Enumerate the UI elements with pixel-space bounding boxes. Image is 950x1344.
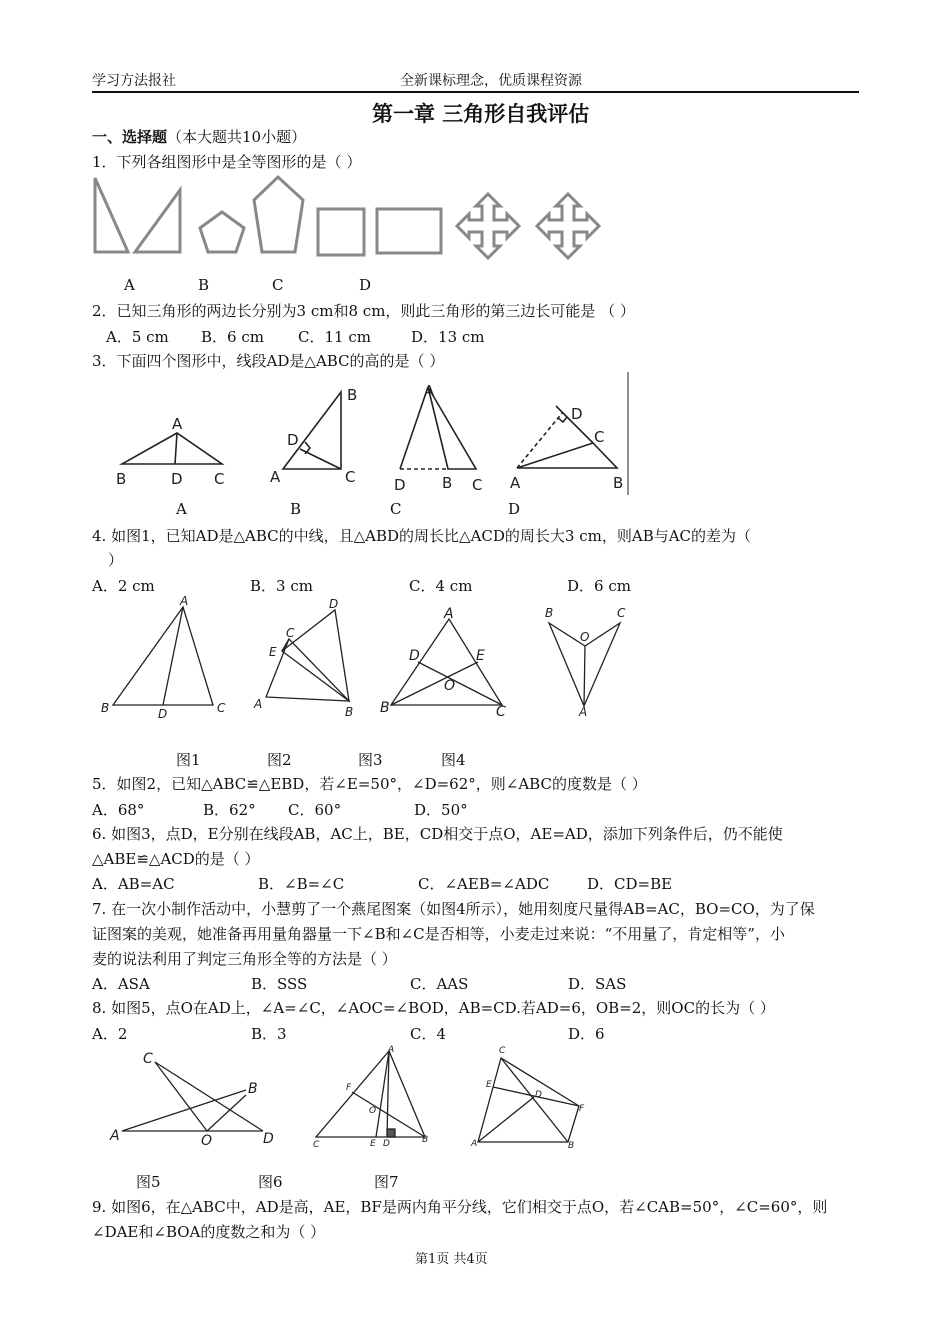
fig7-label-a: A (471, 1139, 478, 1149)
q4-option-c: C．4 cm (409, 577, 473, 595)
fig7-label-c: C (499, 1046, 506, 1056)
q3c-label-c: C (472, 476, 483, 494)
fig6-label-o: O (369, 1106, 377, 1116)
fig7-label-f: F (579, 1104, 585, 1114)
fig5-segment-ab (122, 1090, 246, 1131)
fig3-label-o: O (444, 678, 456, 694)
q6-option-d: D．CD=BE (587, 875, 673, 893)
fig1-label-a: A (180, 594, 189, 608)
q3-stem: 3．下面四个图形中，线段AD是△ABC的高的是（ ） (92, 352, 445, 370)
fig4-label-c: C (617, 606, 626, 620)
fig2-label-d: D (329, 597, 339, 611)
q3d-label-d: D (571, 405, 583, 423)
fig6-label-d: D (383, 1139, 390, 1149)
q8-option-c: C．4 (410, 1025, 447, 1043)
fig2-label-a: A (254, 697, 263, 711)
fig6-label-f: F (346, 1083, 352, 1093)
fig4-label-b: B (545, 606, 554, 620)
q1-label-c: C (272, 276, 284, 294)
fig3-label-d: D (409, 648, 420, 664)
q1-stem: 1．下列各组图形中是全等图形的是（ ） (92, 153, 362, 171)
q7-option-d: D．SAS (568, 975, 627, 993)
fig5-label-o: O (201, 1133, 213, 1149)
q3-label-b: B (290, 500, 302, 518)
fig3-label-b: B (380, 700, 390, 716)
fig5-label-d: D (263, 1131, 274, 1147)
header-left: 学习方法报社 (92, 73, 176, 89)
fig7-label-b: B (568, 1141, 575, 1151)
q4-option-a: A．2 cm (92, 577, 155, 595)
fig7-diagonal-ca (501, 1058, 568, 1142)
fig2-label-c: C (286, 626, 295, 640)
q3-label-d: D (508, 500, 521, 518)
fig5-segment-cd (155, 1062, 263, 1131)
q3d-label-c: C (594, 428, 605, 446)
q7-stem-line1: 7. 在一次小制作活动中，小慧剪了一个燕尾图案（如图4所示），她用刻度尺量得AB=AC，BO=CO，为了保 (92, 900, 815, 918)
q5-option-a: A．68° (92, 801, 145, 819)
fig5-label-b: B (248, 1081, 258, 1097)
q3d-label-b: B (613, 474, 624, 492)
fig7-label-d: D (535, 1090, 542, 1100)
fig6-label-e: E (370, 1139, 376, 1149)
fig3-label-e: E (476, 648, 485, 664)
section-title: 一、选择题 (92, 128, 168, 146)
q7-option-c: C．AAS (410, 975, 469, 993)
q3a-label-c: C (214, 470, 225, 488)
q1-label-a: A (124, 276, 135, 294)
fig3-label-c: C (496, 704, 506, 720)
q5-option-b: B．62° (203, 801, 256, 819)
section-note: （本大题共10小题） (167, 128, 307, 146)
q3a-label-a: A (172, 415, 183, 433)
fig6-triangle (316, 1051, 425, 1137)
q3a-label-b: B (116, 470, 127, 488)
q3-label-a: A (176, 500, 187, 518)
q6-option-b: B．∠B=∠C (258, 875, 345, 893)
q3a-label-d: D (171, 470, 183, 488)
q3c-label-a: A (424, 382, 435, 400)
fig7-caption: 图7 (374, 1173, 399, 1191)
page-footer: 第1页 共4页 (415, 1252, 488, 1267)
q4-option-b: B．3 cm (250, 577, 313, 595)
q5-stem: 5．如图2，已知△ABC≌△EBD，若∠E=50°，∠D=62°，则∠ABC的度数是（ ） (92, 775, 647, 793)
q2-option-c: C．11 cm (298, 328, 371, 346)
q8-option-b: B．3 (251, 1025, 287, 1043)
q2-stem: 2．已知三角形的两边长分别为3 cm和8 cm，则此三角形的第三边长可能是 （ ） (92, 302, 635, 320)
q6-option-a: A．AB=AC (92, 875, 175, 893)
q1-label-b: B (198, 276, 210, 294)
fig1-label-d: D (158, 707, 168, 721)
q6-stem-line2: △ABE≌△ACD的是（ ） (92, 850, 260, 868)
fig1-label-c: C (217, 701, 226, 715)
q5-option-d: D．50° (414, 801, 468, 819)
q5-option-c: C．60° (288, 801, 342, 819)
q9-stem-line1: 9. 如图6，在△ABC中，AD是高，AE，BF是两内角平分线，它们相交于点O，若∠CAB=50°，∠C=60°，则 (92, 1198, 828, 1216)
q3c-label-d: D (394, 476, 406, 494)
fig6-label-a: A (388, 1045, 395, 1055)
q6-stem-line1: 6. 如图3，点D，E分别在线段AB，AC上，BE，CD相交于点O，AE=AD，添加下列条件后，仍不能使 (92, 825, 783, 843)
q3c-label-b: B (442, 474, 453, 492)
q7-option-b: B．SSS (251, 975, 308, 993)
q7-stem-line2: 证图案的美观，她准备再用量角器量一下∠B和∠C是否相等，小麦走过来说：“不用量了，肯定相等”，小 (92, 925, 785, 943)
fig1-caption: 图1 (176, 751, 201, 769)
fig3-caption: 图3 (358, 751, 383, 769)
q2-option-d: D．13 cm (411, 328, 485, 346)
q7-stem-line3: 麦的说法利用了判定三角形全等的方法是（ ） (92, 950, 397, 968)
q3-label-c: C (390, 500, 402, 518)
fig7-label-e: E (486, 1080, 492, 1090)
header-center: 全新课标理念，优质课程资源 (400, 73, 582, 89)
q3b-label-c: C (345, 468, 356, 486)
fig5-caption: 图5 (136, 1173, 161, 1191)
q8-stem: 8. 如图5，点O在AD上，∠A=∠C，∠AOC=∠BOD，AB=CD.若AD=6，OB=2，则OC的长为（ ） (92, 999, 775, 1017)
q7-option-a: A．ASA (92, 975, 150, 993)
q8-option-a: A．2 (92, 1025, 128, 1043)
fig6-label-b: B (422, 1135, 429, 1145)
q2-option-a: A．5 cm (106, 328, 169, 346)
q8-option-d: D．6 (568, 1025, 605, 1043)
q3d-label-a: A (510, 474, 521, 492)
q2-option-b: B．6 cm (201, 328, 264, 346)
q4-stem-line1: 4. 如图1，已知AD是△ABC的中线，且△ABD的周长比△ACD的周长大3 cm，则AB与AC的差为（ (92, 527, 752, 545)
q4-option-d: D．6 cm (567, 577, 631, 595)
fig2-caption: 图2 (267, 751, 292, 769)
fig2-label-b: B (345, 705, 354, 719)
fig5-label-a: A (110, 1128, 120, 1144)
q1-label-d: D (359, 276, 372, 294)
fig5-segment-co (155, 1062, 207, 1131)
fig4-label-a: A (579, 705, 588, 719)
fig6-caption: 图6 (258, 1173, 283, 1191)
page-title: 第一章 三角形自我评估 (372, 102, 590, 126)
q3b-label-d: D (287, 431, 299, 449)
q3b-label-a: A (270, 468, 281, 486)
q6-option-c: C．∠AEB=∠ADC (418, 875, 550, 893)
fig6-right-angle (387, 1129, 395, 1137)
fig4-label-o: O (580, 630, 590, 644)
fig5-label-c: C (143, 1051, 153, 1067)
fig6-label-c: C (313, 1140, 320, 1150)
fig1-label-b: B (101, 701, 110, 715)
q9-stem-line2: ∠DAE和∠BOA的度数之和为（ ） (92, 1223, 326, 1241)
fig3-label-a: A (444, 606, 454, 622)
fig4-caption: 图4 (441, 751, 466, 769)
fig2-label-e: E (269, 645, 277, 659)
q4-stem-line2: ） (108, 551, 124, 569)
q3b-label-b: B (347, 386, 358, 404)
fig7-segment-ad (478, 1097, 534, 1142)
